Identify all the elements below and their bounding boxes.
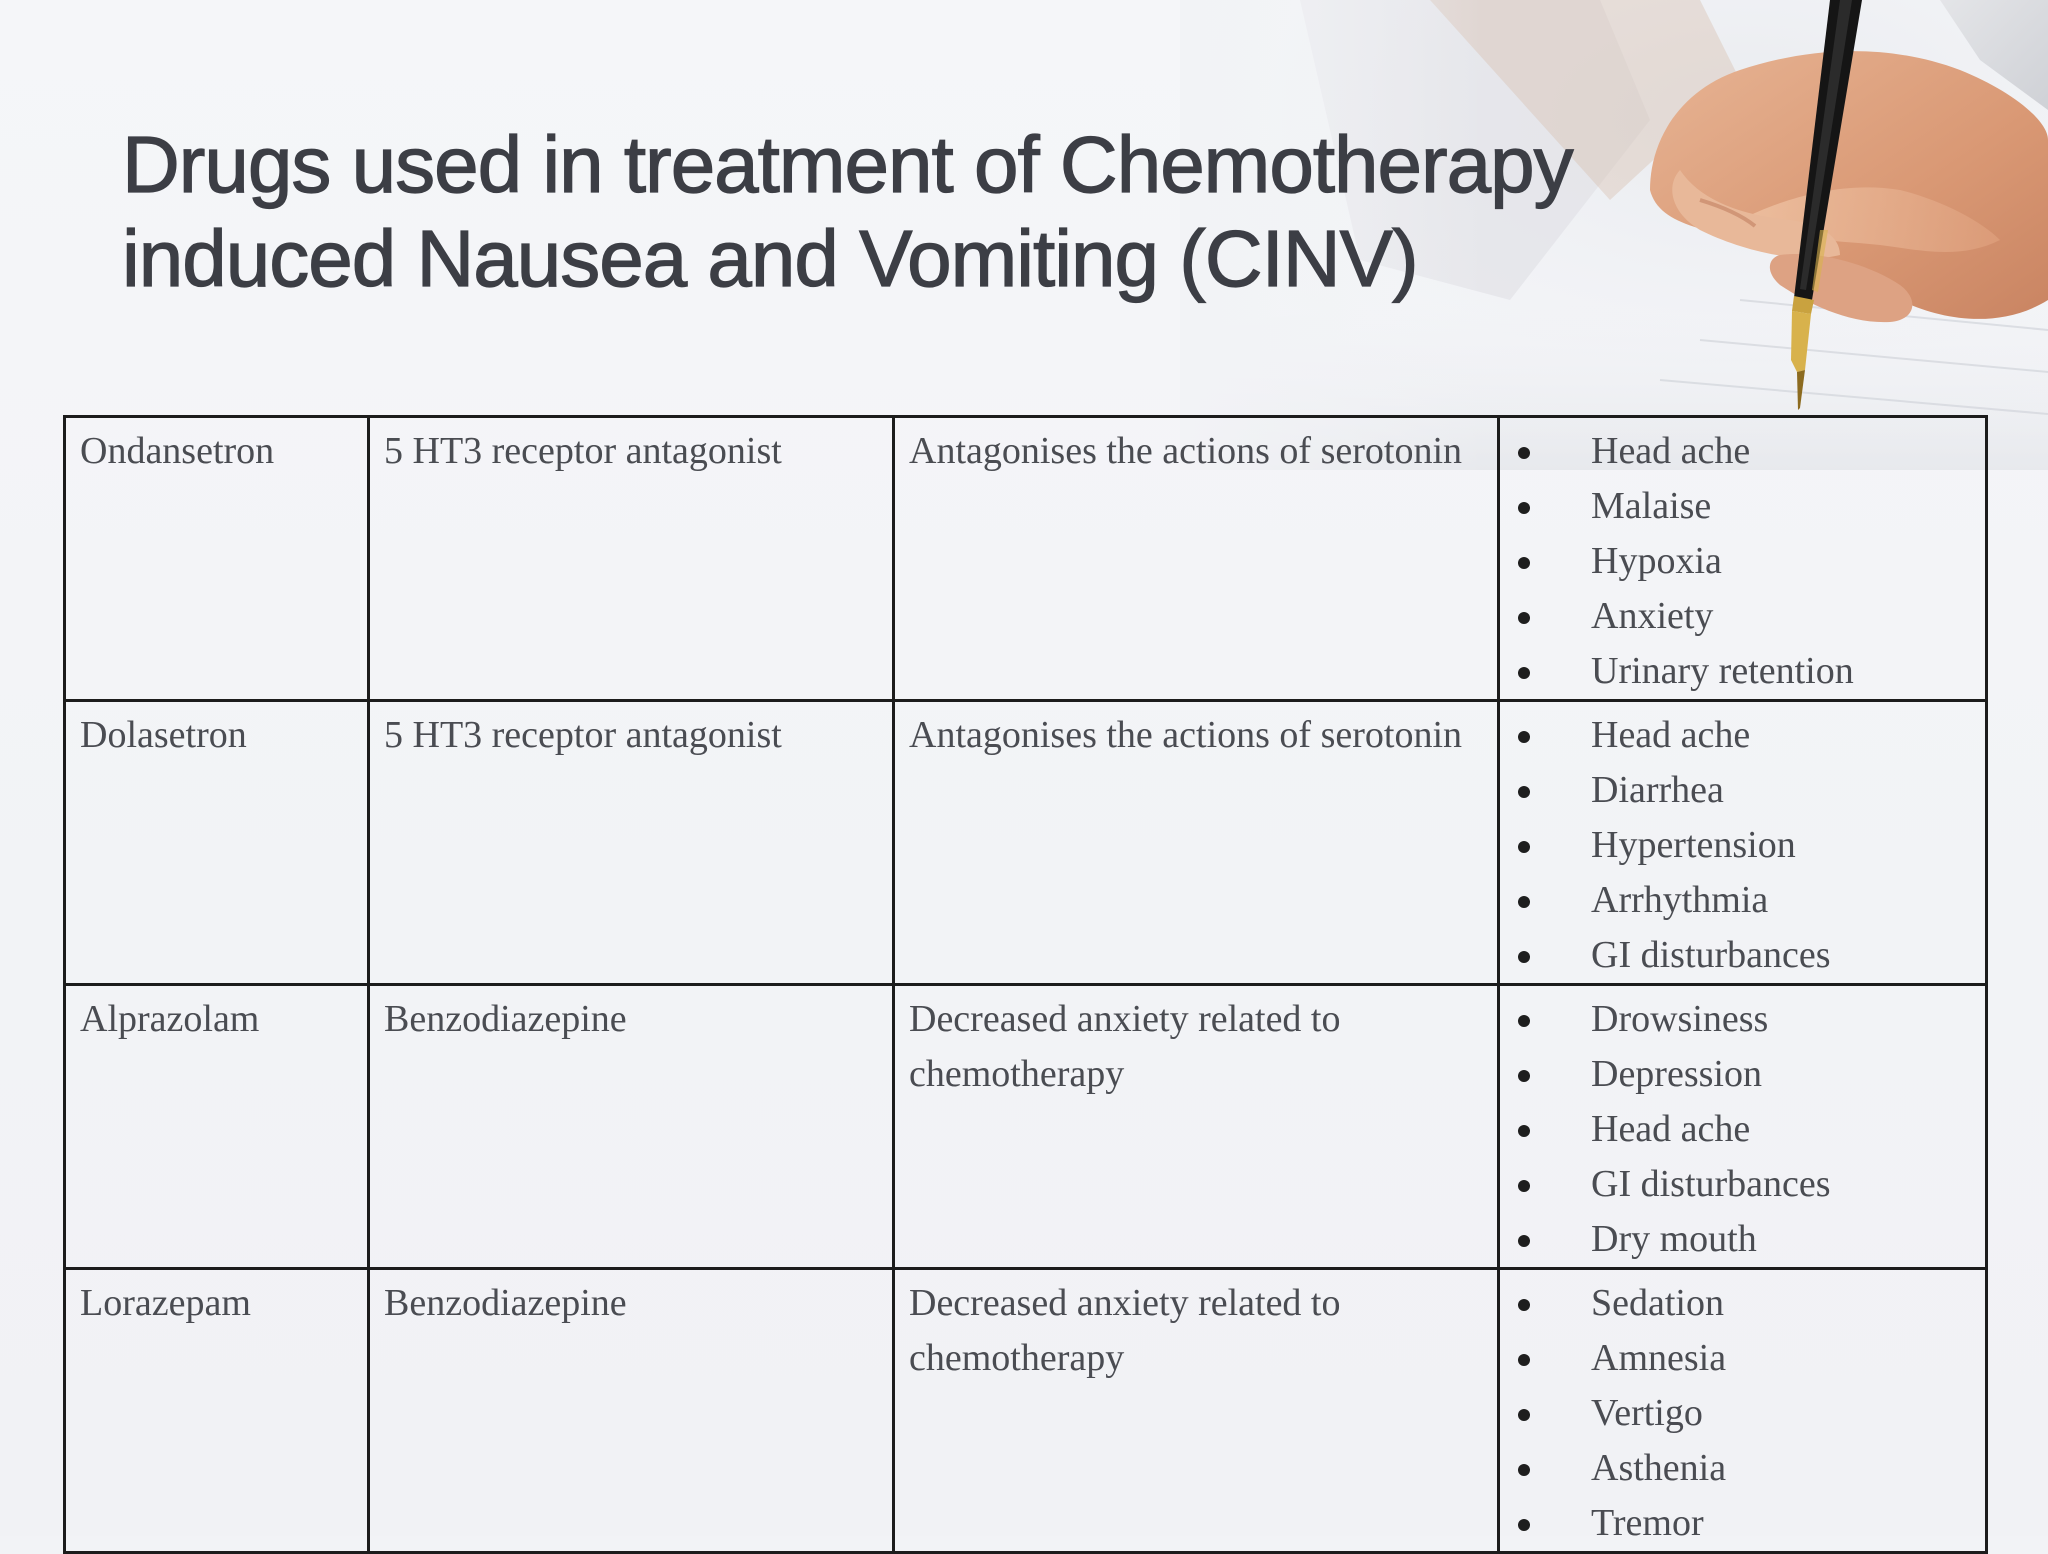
side-effect-label: Hypoxia bbox=[1591, 540, 1722, 582]
side-effect-label: Amnesia bbox=[1591, 1337, 1727, 1379]
list-item bbox=[1500, 873, 1979, 928]
drug-action-cell: Antagonises the actions of serotonin bbox=[894, 701, 1499, 985]
slide-title-line-2: induced Nausea and Vomiting (CINV) bbox=[122, 214, 1418, 303]
drug-class-cell: 5 HT3 receptor antagonist bbox=[369, 417, 894, 701]
side-effect-label: Anxiety bbox=[1591, 595, 1714, 637]
side-effects-cell bbox=[1499, 417, 1987, 701]
side-effect-label: Urinary retention bbox=[1591, 650, 1854, 692]
bullet-icon bbox=[1518, 951, 1530, 963]
bullet-icon bbox=[1518, 1519, 1530, 1531]
side-effect-label: Depression bbox=[1591, 1053, 1762, 1095]
side-effect-label: Asthenia bbox=[1591, 1447, 1727, 1489]
side-effect-label: GI disturbances bbox=[1591, 1163, 1831, 1205]
bullet-icon bbox=[1518, 1354, 1530, 1366]
drug-class-cell: 5 HT3 receptor antagonist bbox=[369, 701, 894, 985]
bullet-icon bbox=[1518, 896, 1530, 908]
side-effect-label: Hypertension bbox=[1591, 824, 1796, 866]
list-item bbox=[1500, 479, 1979, 534]
bullet-icon bbox=[1518, 447, 1530, 459]
bullet-icon bbox=[1518, 1180, 1530, 1192]
drug-table bbox=[63, 415, 1988, 1554]
bullet-icon bbox=[1518, 1235, 1530, 1247]
list-item bbox=[1500, 1331, 1979, 1386]
bullet-icon bbox=[1518, 1015, 1530, 1027]
bullet-icon bbox=[1518, 557, 1530, 569]
bullet-icon bbox=[1518, 786, 1530, 798]
drug-name-cell: Ondansetron bbox=[65, 417, 369, 701]
table-row bbox=[65, 701, 1987, 985]
slide-title bbox=[122, 118, 1682, 306]
side-effect-label: Diarrhea bbox=[1591, 769, 1724, 811]
drug-name-cell: Alprazolam bbox=[65, 985, 369, 1269]
drug-class-cell: Benzodiazepine bbox=[369, 1269, 894, 1553]
side-effect-label: Drowsiness bbox=[1591, 998, 1769, 1040]
list-item bbox=[1500, 1496, 1979, 1551]
side-effect-label: Arrhythmia bbox=[1591, 879, 1769, 921]
list-item bbox=[1500, 1212, 1979, 1267]
list-item bbox=[1500, 708, 1979, 763]
table-row bbox=[65, 1269, 1987, 1553]
bullet-icon bbox=[1518, 1125, 1530, 1137]
bullet-icon bbox=[1518, 1299, 1530, 1311]
slide-title-line-1: Drugs used in treatment of Chemotherapy bbox=[122, 120, 1573, 209]
bullet-icon bbox=[1518, 612, 1530, 624]
side-effect-label: Head ache bbox=[1591, 714, 1751, 756]
bullet-icon bbox=[1518, 841, 1530, 853]
side-effects-cell bbox=[1499, 985, 1987, 1269]
side-effect-label: Head ache bbox=[1591, 1108, 1751, 1150]
side-effects-list bbox=[1500, 992, 1979, 1267]
drug-action-cell: Decreased anxiety related to chemotherapy bbox=[894, 1269, 1499, 1553]
side-effect-label: Dry mouth bbox=[1591, 1218, 1757, 1260]
bullet-icon bbox=[1518, 1070, 1530, 1082]
list-item bbox=[1500, 992, 1979, 1047]
drug-class-cell: Benzodiazepine bbox=[369, 985, 894, 1269]
list-item bbox=[1500, 424, 1979, 479]
side-effects-cell bbox=[1499, 701, 1987, 985]
side-effects-list bbox=[1500, 424, 1979, 699]
list-item bbox=[1500, 1047, 1979, 1102]
list-item bbox=[1500, 644, 1979, 699]
list-item bbox=[1500, 1441, 1979, 1496]
list-item bbox=[1500, 534, 1979, 589]
list-item bbox=[1500, 1276, 1979, 1331]
side-effect-label: Malaise bbox=[1591, 485, 1712, 527]
drug-name-cell: Dolasetron bbox=[65, 701, 369, 985]
side-effects-list bbox=[1500, 1276, 1979, 1551]
bullet-icon bbox=[1518, 667, 1530, 679]
drug-action-cell: Decreased anxiety related to chemotherapy bbox=[894, 985, 1499, 1269]
list-item bbox=[1500, 1102, 1979, 1157]
side-effect-label: Sedation bbox=[1591, 1282, 1724, 1324]
side-effect-label: Head ache bbox=[1591, 430, 1751, 472]
bullet-icon bbox=[1518, 1409, 1530, 1421]
side-effects-cell bbox=[1499, 1269, 1987, 1553]
list-item bbox=[1500, 763, 1979, 818]
bullet-icon bbox=[1518, 1464, 1530, 1476]
table-row bbox=[65, 417, 1987, 701]
side-effect-label: Vertigo bbox=[1591, 1392, 1703, 1434]
list-item bbox=[1500, 1157, 1979, 1212]
drug-action-cell: Antagonises the actions of serotonin bbox=[894, 417, 1499, 701]
list-item bbox=[1500, 1386, 1979, 1441]
list-item bbox=[1500, 589, 1979, 644]
table-row bbox=[65, 985, 1987, 1269]
side-effects-list bbox=[1500, 708, 1979, 983]
bullet-icon bbox=[1518, 731, 1530, 743]
side-effect-label: Tremor bbox=[1591, 1502, 1704, 1544]
drug-name-cell: Lorazepam bbox=[65, 1269, 369, 1553]
bullet-icon bbox=[1518, 502, 1530, 514]
side-effect-label: GI disturbances bbox=[1591, 934, 1831, 976]
list-item bbox=[1500, 928, 1979, 983]
list-item bbox=[1500, 818, 1979, 873]
